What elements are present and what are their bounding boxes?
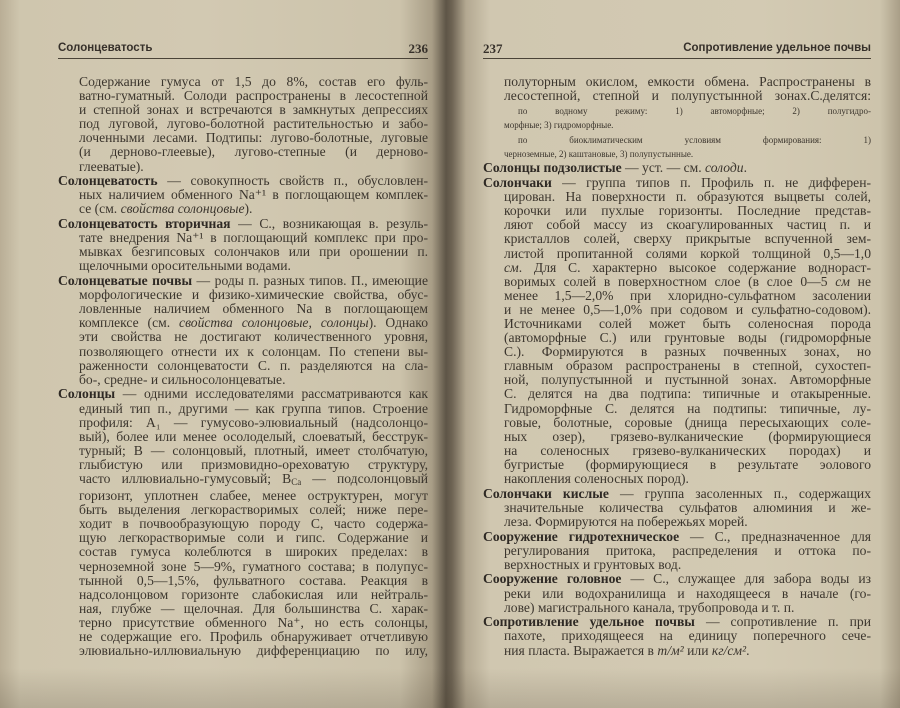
text-line xyxy=(483,247,871,261)
text-segment: (и дерново-глеевые), лугово-степные (и дерново- xyxy=(79,144,428,160)
text-segment: — подсолонцовый xyxy=(301,471,428,486)
text-line xyxy=(483,89,871,103)
text-line xyxy=(58,145,428,159)
text-segment: лесостепной, степной и полупустынной зонах.С.делятся: xyxy=(504,88,871,104)
text-segment: накопления соленосных пород). xyxy=(504,471,689,486)
text-line xyxy=(58,131,428,145)
text-segment: глееватые). xyxy=(79,158,144,174)
text-line xyxy=(58,302,428,316)
text-line xyxy=(483,430,871,444)
text-line xyxy=(58,160,428,174)
text-segment: — группа засоленных п., содержащих xyxy=(608,485,871,501)
text-segment: или xyxy=(683,642,712,658)
text-segment: мывках безгипсовых солончаков или при орошении п. xyxy=(79,244,428,260)
text-segment: менее 1,5—2,0% при хлоридно-сульфатном засолении xyxy=(504,287,871,303)
headword: Сооружение головное xyxy=(483,571,622,587)
left-page xyxy=(58,0,428,708)
text-line xyxy=(483,515,871,529)
text-segment: ). xyxy=(244,201,253,217)
headword: Сооружение гидротехническое xyxy=(483,528,680,544)
text-line xyxy=(58,245,428,259)
text-line xyxy=(483,501,871,515)
entry-continuation xyxy=(58,75,428,174)
text-line xyxy=(58,188,428,202)
text-line xyxy=(483,402,871,416)
text-line xyxy=(58,373,428,387)
text-line xyxy=(58,345,428,359)
text-line xyxy=(58,630,428,644)
entry-continuation xyxy=(483,104,871,132)
text-segment: на соленосных грязево-вулканических породах) и xyxy=(504,442,871,458)
dictionary-entry xyxy=(58,217,428,273)
text-line xyxy=(483,373,871,387)
subscript: Ca xyxy=(291,477,302,487)
text-segment: турный; B — солонцовый, плотный, имеет столбчатую, xyxy=(79,442,428,458)
text-line xyxy=(483,544,871,558)
text-segment: профиля: A₁ — гумусово-элювиальный (надсолонцо- xyxy=(79,414,428,430)
text-segment: ). Однако xyxy=(368,315,429,331)
text-segment: регулирования притока, распределения и оттока по- xyxy=(504,542,871,558)
text-segment: быть выделения легкорастворимых солей; ниже пере- xyxy=(79,502,428,518)
text-segment: — одними исследователями рассматриваются как xyxy=(115,386,428,402)
text-line xyxy=(58,644,428,658)
text-line xyxy=(483,530,871,544)
text-line xyxy=(483,133,871,147)
text-line xyxy=(58,231,428,245)
text-segment: С. делятся на два подтипа: типичные и отакыренные. xyxy=(504,386,871,402)
headword: Солонцы xyxy=(58,386,116,402)
text-segment: цирован. На поверхности п. образуются выцветы солей, xyxy=(504,189,871,205)
text-segment: черноземной зоне 5—9%, гуматного состава; в полупус- xyxy=(79,558,428,574)
cross-reference: т/м² xyxy=(657,642,684,658)
text-line xyxy=(483,261,871,275)
text-segment: (автоморфные С.) или грунтовые воды (гидроморфные xyxy=(504,330,871,346)
text-segment: главным образом распространены в степной, сухостеп- xyxy=(504,358,871,374)
text-segment: ных озер), грязево-вулканические (формирующиеся xyxy=(504,428,871,444)
dictionary-entry xyxy=(483,176,871,486)
text-line xyxy=(58,545,428,559)
page-number: 237 xyxy=(483,41,503,56)
text-segment: щелочными оросительными водами. xyxy=(79,258,291,274)
text-line xyxy=(483,232,871,246)
text-segment: реки или водохранилища и находящееся в начале (го- xyxy=(504,585,871,601)
text-segment: листой пропитанной солями коркой толщиной 0,5—1,0 xyxy=(504,245,871,261)
text-line xyxy=(483,558,871,572)
dictionary-entry xyxy=(58,274,428,387)
text-segment: не содержащие его. Профиль обнаруживает отчетливую xyxy=(79,629,428,645)
cross-reference: солонцы xyxy=(320,315,369,331)
text-line xyxy=(58,616,428,630)
text-segment: лове) магистрального канала, трубопровода и т. п. xyxy=(504,599,795,615)
cross-reference: см xyxy=(504,259,519,275)
text-line xyxy=(58,416,428,430)
text-line xyxy=(483,615,871,629)
text-segment: бо-, средне- и сильносолонцеватые. xyxy=(79,371,286,387)
running-header-title: Солонцеватость xyxy=(58,42,153,54)
cross-reference: свойства солонцовые xyxy=(120,201,245,217)
text-line xyxy=(58,89,428,103)
text-line xyxy=(58,489,428,503)
text-line xyxy=(58,274,428,288)
page-body xyxy=(58,75,428,659)
dictionary-entry xyxy=(58,387,428,658)
page-body xyxy=(483,75,871,658)
entry-continuation xyxy=(483,75,871,103)
text-line xyxy=(58,402,428,416)
text-segment: — роды п. разных типов. П., имеющие xyxy=(192,273,428,289)
text-segment: — С., служащее для забора воды из xyxy=(621,571,871,587)
text-segment: единый тип п., другими — как группа типов. Строение xyxy=(79,400,428,416)
text-line xyxy=(58,430,428,444)
dictionary-entry xyxy=(483,530,871,572)
running-header-title: Сопротивление удельное почвы xyxy=(683,42,871,54)
text-line xyxy=(58,75,428,89)
text-segment: надсолонцовом горизонте слабокислая или нейтраль- xyxy=(79,586,428,602)
text-line xyxy=(483,487,871,501)
dictionary-entry xyxy=(483,615,871,657)
text-line xyxy=(483,345,871,359)
text-line xyxy=(483,190,871,204)
text-line xyxy=(483,218,871,232)
text-segment: тате внедрения Na⁺¹ в поглощающий комплекс при про- xyxy=(79,230,428,246)
text-line xyxy=(58,117,428,131)
dictionary-entry xyxy=(483,487,871,529)
text-segment: С.). Формируются в разных почвенных зонах, но xyxy=(504,344,871,360)
text-segment: бугристые (формирующиеся в результате эолового xyxy=(504,456,871,472)
text-segment: и не менее 0,5—1,0% при содовом и сульфатно-содовом). xyxy=(504,301,871,317)
text-segment: — С., возникающая в. резуль- xyxy=(230,216,428,232)
text-segment: горизонт, уплотнен слабее, менее оструктурен, могут xyxy=(79,488,428,504)
text-segment: . xyxy=(743,160,747,176)
text-line xyxy=(58,444,428,458)
text-line xyxy=(58,517,428,531)
text-line xyxy=(483,75,871,89)
dictionary-entry xyxy=(483,161,871,175)
cross-reference: солоди xyxy=(705,160,744,176)
text-line xyxy=(58,387,428,401)
text-segment: — С., предназначенное для xyxy=(679,528,871,544)
text-segment: говые, болотные, соровые (днища пересыхающих соле- xyxy=(504,414,871,430)
headword: Солончаки xyxy=(483,175,552,191)
text-line xyxy=(58,560,428,574)
page-number: 236 xyxy=(408,41,428,56)
text-segment: воримых солей в поверхностном слое (в слое 0—5 xyxy=(504,273,836,289)
text-segment: ловленные наличием обменного Na в поглощающем xyxy=(79,301,428,317)
text-line xyxy=(483,275,871,289)
text-segment: ных наличием обменного Na⁺¹ в поглощающем комплек- xyxy=(79,187,428,203)
text-line xyxy=(58,588,428,602)
text-segment: ляют собой массу из скоагулированных частиц п. и xyxy=(504,217,871,233)
text-segment: комплексе (см. xyxy=(79,315,180,331)
text-segment: морфные; 3) гидроморфные. xyxy=(504,119,614,130)
text-line xyxy=(58,503,428,517)
text-segment: кристаллов солей, сверху прикрытые вспученной зем- xyxy=(504,231,871,247)
text-segment: ходит в почвообразующую породу C, часто содержа- xyxy=(79,516,428,532)
text-line xyxy=(58,359,428,373)
running-header xyxy=(483,40,871,59)
text-line xyxy=(483,359,871,373)
text-line xyxy=(58,330,428,344)
text-segment: — совокупность свойств п., обусловлен- xyxy=(157,173,428,189)
text-segment: корочки или пухлые горизонты. Последние представ- xyxy=(504,203,871,219)
text-line xyxy=(58,531,428,545)
headword: Солонцеватость xyxy=(58,173,158,189)
text-segment: вый), более или менее осолоделый, слоеватый, бесструк- xyxy=(79,428,428,444)
text-segment: глыбистую или призмовидно-ореховатую структуру, xyxy=(79,456,428,472)
text-segment: щую легкорастворимые соли и гипс. Содержание и xyxy=(79,530,428,546)
page-bottom-shadow xyxy=(0,668,900,708)
text-line xyxy=(58,288,428,302)
text-segment: по водному режиму: 1) автоморфные; 2) полугидро- xyxy=(518,105,871,116)
text-segment: терно присутствие обменного Na⁺, но есть солонцы, xyxy=(79,614,428,630)
text-line xyxy=(58,316,428,330)
cross-reference: см xyxy=(835,273,850,289)
text-segment: Источниками солей может быть соленосная порода xyxy=(504,315,871,331)
text-line xyxy=(483,601,871,615)
text-line xyxy=(483,387,871,401)
text-segment: эти свойства не достигают количественного уровня, xyxy=(79,329,428,345)
headword: Солонцеватые почвы xyxy=(58,273,193,289)
text-segment: ная, глубже — щелочная. Для большинства С. харак- xyxy=(79,600,428,616)
text-segment: значительные количества сульфатов алюминия и же- xyxy=(504,499,871,515)
text-line xyxy=(58,202,428,216)
text-segment: морфологические и физико-химические свойства, обус- xyxy=(79,287,428,303)
text-segment: раженности солонцеватости С. п. разделяются на сла- xyxy=(79,357,428,373)
text-line xyxy=(483,458,871,472)
text-line xyxy=(483,629,871,643)
text-segment: пахоте, приходящееся на единицу поперечного сече- xyxy=(504,628,871,644)
text-line xyxy=(483,118,871,132)
text-line xyxy=(483,416,871,430)
dictionary-entry xyxy=(483,572,871,614)
headword: Сопротивление удельное почвы xyxy=(483,614,695,630)
text-segment: черноземные, 2) каштановые, 3) полупустынные. xyxy=(504,148,694,159)
text-segment: — группа типов п. Профиль п. не дифферен- xyxy=(551,175,871,191)
text-line xyxy=(58,259,428,273)
text-line xyxy=(58,103,428,117)
text-segment: состав гумуса колеблются в широких пределах: в xyxy=(79,544,428,560)
dictionary-entry xyxy=(58,174,428,216)
text-line xyxy=(483,472,871,486)
text-segment: — уст. — см. xyxy=(621,160,706,176)
cross-reference: свойства солонцовые xyxy=(179,315,309,331)
text-line xyxy=(483,317,871,331)
text-segment: ния пласта. Выражается в xyxy=(504,642,658,658)
headword: Солонцеватость вторичная xyxy=(58,216,231,232)
text-segment: часто иллювиально-гумусовый; B xyxy=(79,471,292,486)
text-segment: леза. Формируются на побережьях морей. xyxy=(504,513,748,529)
text-segment: лоченными лесами. Подтипы: лугово-болотные, луговые xyxy=(79,130,428,146)
text-segment: ной, полупустынной и пустынной зонах. Автоморфные xyxy=(504,372,871,388)
text-line xyxy=(483,104,871,118)
text-line xyxy=(58,602,428,616)
text-line xyxy=(58,458,428,472)
text-segment: Гидроморфные С. делятся на подтипы: типичные, лу- xyxy=(504,400,871,416)
text-segment: по биоклиматическим условиям формирования: 1) xyxy=(518,134,871,145)
text-line xyxy=(483,161,871,175)
text-line xyxy=(483,572,871,586)
text-line xyxy=(483,644,871,658)
text-line xyxy=(483,289,871,303)
text-line xyxy=(483,331,871,345)
text-segment: под луговой, лугово-болотной растительностью и забо- xyxy=(79,116,428,132)
text-segment: . Для С. характерно высокое содержание воднораст- xyxy=(518,259,871,275)
text-line xyxy=(58,472,428,489)
text-line xyxy=(483,204,871,218)
cross-reference: кг/см² xyxy=(711,642,747,658)
text-segment: , xyxy=(308,315,321,331)
text-line xyxy=(58,217,428,231)
text-segment: тынной 0,5—1,5%, фульватного состава. Реакция в xyxy=(79,572,428,588)
text-segment: . xyxy=(746,642,750,658)
text-segment: ватно-гуматный. Солоди распространены в лесостепной xyxy=(79,88,428,104)
text-segment: верхностных и грунтовых вод. xyxy=(504,556,682,572)
text-segment: Содержание гумуса от 1,5 до 8%, состав его фуль- xyxy=(79,74,428,89)
headword: Солончаки кислые xyxy=(483,485,609,501)
right-page xyxy=(483,0,871,708)
text-line xyxy=(483,147,871,161)
text-segment: позволяющего отнести их к солонцам. По степени вы- xyxy=(79,343,428,359)
text-segment: — сопротивление п. при xyxy=(694,614,871,630)
entry-continuation xyxy=(483,133,871,161)
text-line xyxy=(58,574,428,588)
running-header xyxy=(58,40,428,59)
text-segment: полуторным окислом, емкости обмена. Распространены в xyxy=(504,74,871,89)
text-segment: элювиально-иллювиальную дифференциацию по илу, xyxy=(79,643,428,659)
headword: Солонцы подзолистые xyxy=(483,160,622,176)
text-line xyxy=(483,444,871,458)
text-segment: се (см. xyxy=(79,201,121,217)
text-line xyxy=(483,176,871,190)
text-segment: не xyxy=(849,273,871,289)
text-segment: и степной зонах и встречаются в замкнутых депрессиях xyxy=(79,102,428,118)
text-line xyxy=(483,587,871,601)
text-line xyxy=(483,303,871,317)
text-line xyxy=(58,174,428,188)
